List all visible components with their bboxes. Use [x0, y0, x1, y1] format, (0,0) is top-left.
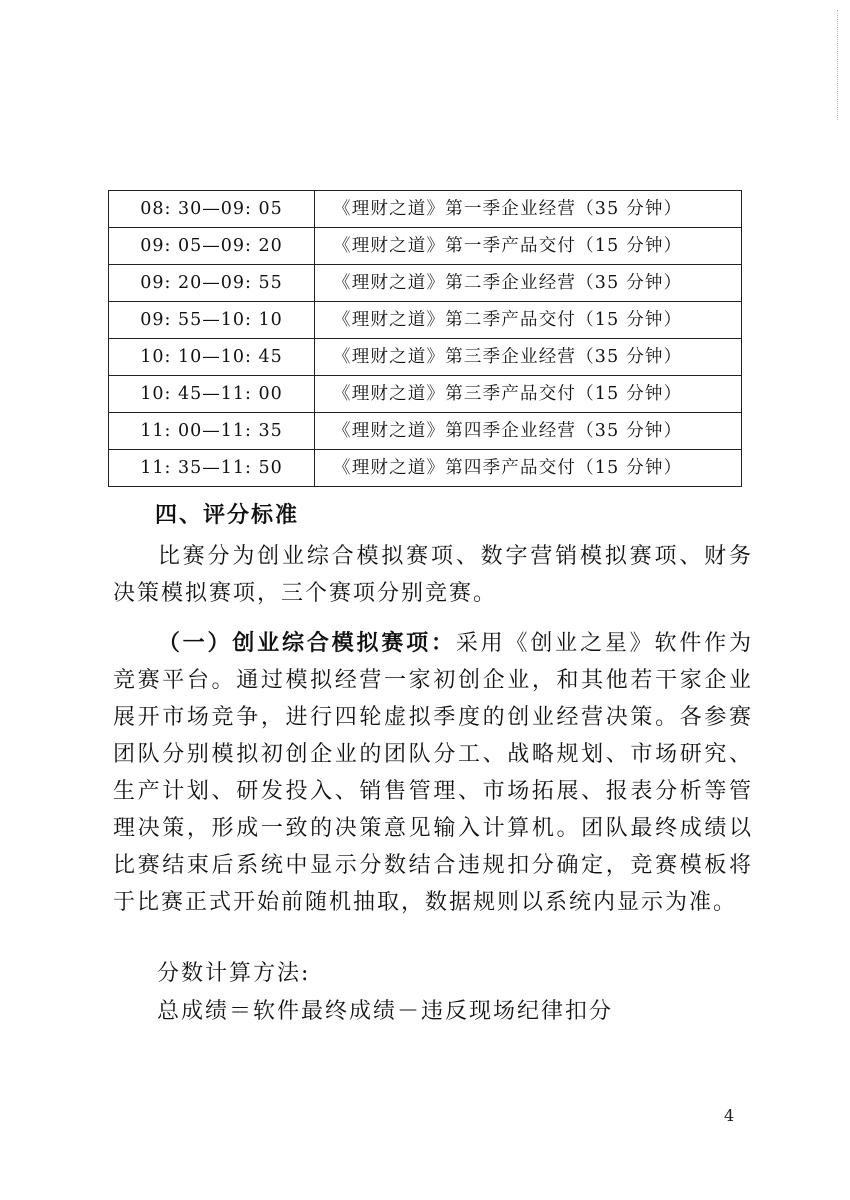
schedule-row	[109, 302, 742, 339]
schedule-activity: 《理财之道》第二季产品交付（15 分钟）	[315, 302, 742, 339]
schedule-time: 11: 00—11: 35	[109, 413, 315, 450]
schedule-table	[108, 190, 742, 487]
schedule-time: 10: 45—11: 00	[109, 376, 315, 413]
schedule-activity: 《理财之道》第四季企业经营（35 分钟）	[315, 413, 742, 450]
schedule-row	[109, 228, 742, 265]
schedule-row	[109, 265, 742, 302]
schedule-time: 09: 05—09: 20	[109, 228, 315, 265]
schedule-time: 11: 35—11: 50	[109, 450, 315, 487]
schedule-row	[109, 191, 742, 228]
schedule-activity: 《理财之道》第一季产品交付（15 分钟）	[315, 228, 742, 265]
section-heading: 四、评分标准	[155, 503, 300, 528]
scan-edge-marks	[835, 10, 838, 120]
item1-body: 采用《创业之星》软件作为竞赛平台。通过模拟经营一家初创企业，和其他若干家企业展开市场竞争，进行四轮虚拟季度的创业经营决策。各参赛团队分别模拟初创企业的团队分工、战略规划、市场研究、生产计划、研发投入、销售管理、市场拓展、报表分析等管理决策，形成一致的决策意见输入计算机。团队最终成绩以比赛结束后系统中显示分数结合违规扣分确定，竞赛模板将于比赛正式开始前随机抽取，数据规则以系统内显示为准。	[113, 631, 753, 915]
schedule-activity: 《理财之道》第三季产品交付（15 分钟）	[315, 376, 742, 413]
schedule-row	[109, 339, 742, 376]
calc-label: 分数计算方法:	[157, 961, 311, 986]
schedule-activity: 《理财之道》第三季企业经营（35 分钟）	[315, 339, 742, 376]
item1-lead: （一）创业综合模拟赛项：	[157, 631, 456, 656]
page-number: 4	[724, 1106, 735, 1125]
item1-paragraph	[113, 625, 753, 921]
intro-paragraph	[113, 538, 753, 612]
schedule-time: 10: 10—10: 45	[109, 339, 315, 376]
schedule-time: 08: 30—09: 05	[109, 191, 315, 228]
schedule-row	[109, 450, 742, 487]
score-formula: 总成绩＝软件最终成绩－违反现场纪律扣分	[157, 999, 614, 1024]
schedule-time: 09: 20—09: 55	[109, 265, 315, 302]
schedule-row	[109, 413, 742, 450]
schedule-activity: 《理财之道》第一季企业经营（35 分钟）	[315, 191, 742, 228]
schedule-row	[109, 376, 742, 413]
schedule-time: 09: 55—10: 10	[109, 302, 315, 339]
schedule-activity: 《理财之道》第四季产品交付（15 分钟）	[315, 450, 742, 487]
intro-text: 比赛分为创业综合模拟赛项、数字营销模拟赛项、财务决策模拟赛项，三个赛项分别竞赛。	[113, 544, 753, 606]
schedule-activity: 《理财之道》第二季企业经营（35 分钟）	[315, 265, 742, 302]
